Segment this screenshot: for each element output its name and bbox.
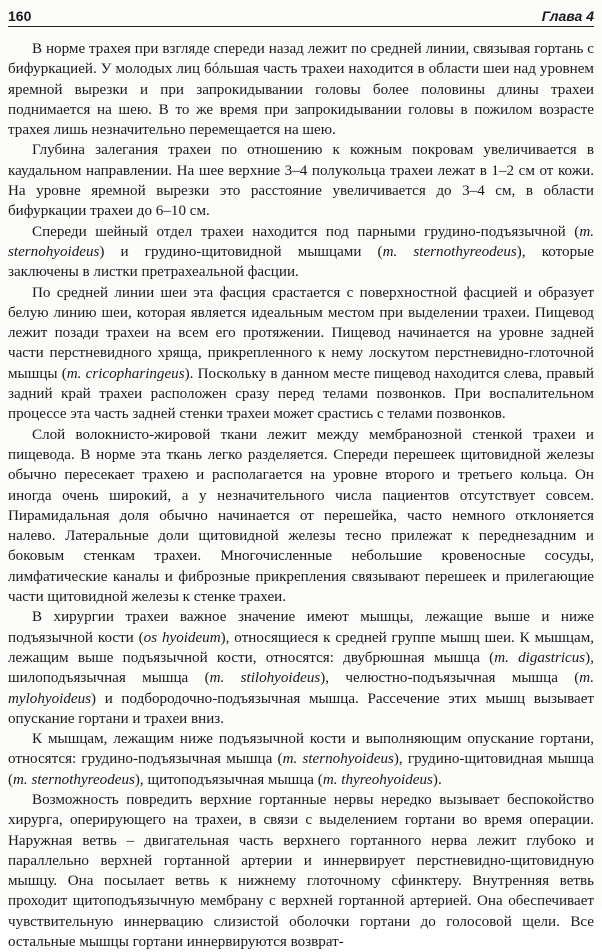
text-segment: ). Поскольку в данном месте пищевод находится слева, правый задний край трахеи расположен сразу перед телами позвонков. При воспалительном процессе эта часть задней стенки трахеи может срастись с телами позвонков. [8, 365, 595, 423]
text-segment: ), грудино-щитовидная мышца ( [8, 751, 595, 788]
latin-term: m. sternohyoideus [8, 223, 594, 260]
running-head [8, 4, 594, 27]
text-segment: ), челюстно-подъязычная мышца ( [320, 670, 580, 687]
latin-term: m. sternothyreodeus [13, 771, 135, 788]
text-segment: По средней линии шеи эта фасция срастается с поверхностной фасцией и образует белую линию шеи, которая является идеальным местом при выделении трахеи. Пищевод лежит позади трахеи на всем его протяжении. Пищевод начинается на уровне задней части перстневидного хряща, прикрепленного к нему лоскутом перстневидно-глоточной мышцы ( [8, 284, 594, 382]
paragraph [8, 283, 594, 425]
text-segment: К мышцам, лежащим ниже подъязычной кости и выполняющим опускание гортани, относятся: грудино-подъязычная мышца ( [8, 731, 594, 768]
paragraph [8, 140, 594, 221]
text-segment: ). [432, 771, 442, 788]
text-segment: ), относящиеся к средней группе мышц шеи. К мышцам, лежащим выше подъязычной кости, относятся: двубрюшная мышца ( [8, 629, 595, 666]
text-segment: Глубина залегания трахеи по отношению к кожным покровам увеличивается в каудальном направлении. На шее верхние 3–4 полукольца трахеи лежат в 1–2 см от кожи. На уровне яремной вырезки это расстояние увеличивается до 3–4 см, в области бифуркации трахеи до 6–10 см. [8, 142, 594, 220]
paragraph [8, 790, 594, 952]
chapter-title: Глава 4 [541, 8, 594, 24]
latin-term: m. cricopharingeus [66, 365, 185, 382]
paragraph [8, 729, 594, 790]
paragraph [8, 39, 594, 140]
text-segment: Спереди шейный отдел трахеи находится под парными грудино-подъязычной ( [32, 223, 580, 240]
text-segment: ) и подбородочно-подъязычная мышца. Рассечение этих мышц вызывает опускание гортани и трахеи вниз. [8, 690, 594, 727]
paragraph [8, 222, 594, 283]
text-segment: ), щитоподъязычная мышца ( [134, 771, 323, 788]
latin-term: m. digastricus [494, 649, 586, 666]
text-segment: ), которые заключены в листки претрахеальной фасции. [8, 243, 594, 281]
text-segment: Возможность повредить верхние гортанные нервы нередко вызывает беспокойство хирурга, оперирующего на трахеи, в связи с выделением гортани во время операции. Наружная ветвь – двигательная часть верхнего гортанного нерва лежит глубоко и параллельно верхней гортанной артерии и иннервирует перстневидно-щитовидную мышцу. Она посылает ветвь к нижнему глоточному сфинктеру. Внутренняя ветвь проходит щитоподъязычную мембрану с верхней гортанной артерией. Она обеспечивает чувствительную иннервацию слизистой оболочки гортани до голосовой щели. Все остальные мышцы гортани иннервируются возврат- [8, 791, 594, 951]
paragraph [8, 607, 594, 729]
latin-term: os hyoideum [143, 629, 221, 646]
text-segment: Слой волокнисто-жировой ткани лежит между мембранозной стенкой трахеи и пищевода. В норме эта ткань легко разделяется. Спереди перешеек щитовидной железы обычно пересекает трахею и располагается на уровне второго и третьего кольца. Он иногда очень широкий, а у незначительного числа пациентов отсутствует совсем. Пирамидальная доля обычно начинается от перешейка, часто немного отклоняется налево. Латеральные доли щитовидной железы тесно прилежат к переднезадним и боковым стенкам трахеи. Многочисленные небольшие кровеносные сосуды, лимфатические каналы и фиброзные прикрепления связывают перешеек и прилегающие части щитовидной железы к стенке трахеи. [8, 426, 594, 606]
latin-term: m. sternohyoideus [282, 751, 394, 768]
latin-term: m. sternothyreodeus [382, 243, 517, 260]
text-segment: ), шилоподъязычная мышца ( [8, 649, 594, 687]
text-segment: В норме трахея при взгляде спереди назад лежит по средней линии, связывая гортань с бифуркацией. У молодых лиц бóльшая часть трахеи находится в области шеи над уровнем яремной вырезки и при запрокидывании головы более половины длины трахеи поднимается на шею. В то же время при запрокидывании головы в пожилом возрасте трахея лишь незначительно перемещается на шею. [8, 41, 594, 139]
latin-term: m. stilohyoideus [209, 670, 321, 687]
latin-term: m. mylohyoideus [8, 670, 594, 707]
text-segment: ) и грудино-щитовидной мышцами ( [99, 243, 383, 260]
paragraph [8, 425, 594, 608]
text-segment: В хирургии трахеи важное значение имеют мышцы, лежащие выше и ниже подъязычной кости ( [8, 609, 594, 646]
body-text [8, 39, 594, 952]
latin-term: m. thyreohyoideus [322, 771, 433, 788]
page-number: 160 [8, 8, 32, 24]
